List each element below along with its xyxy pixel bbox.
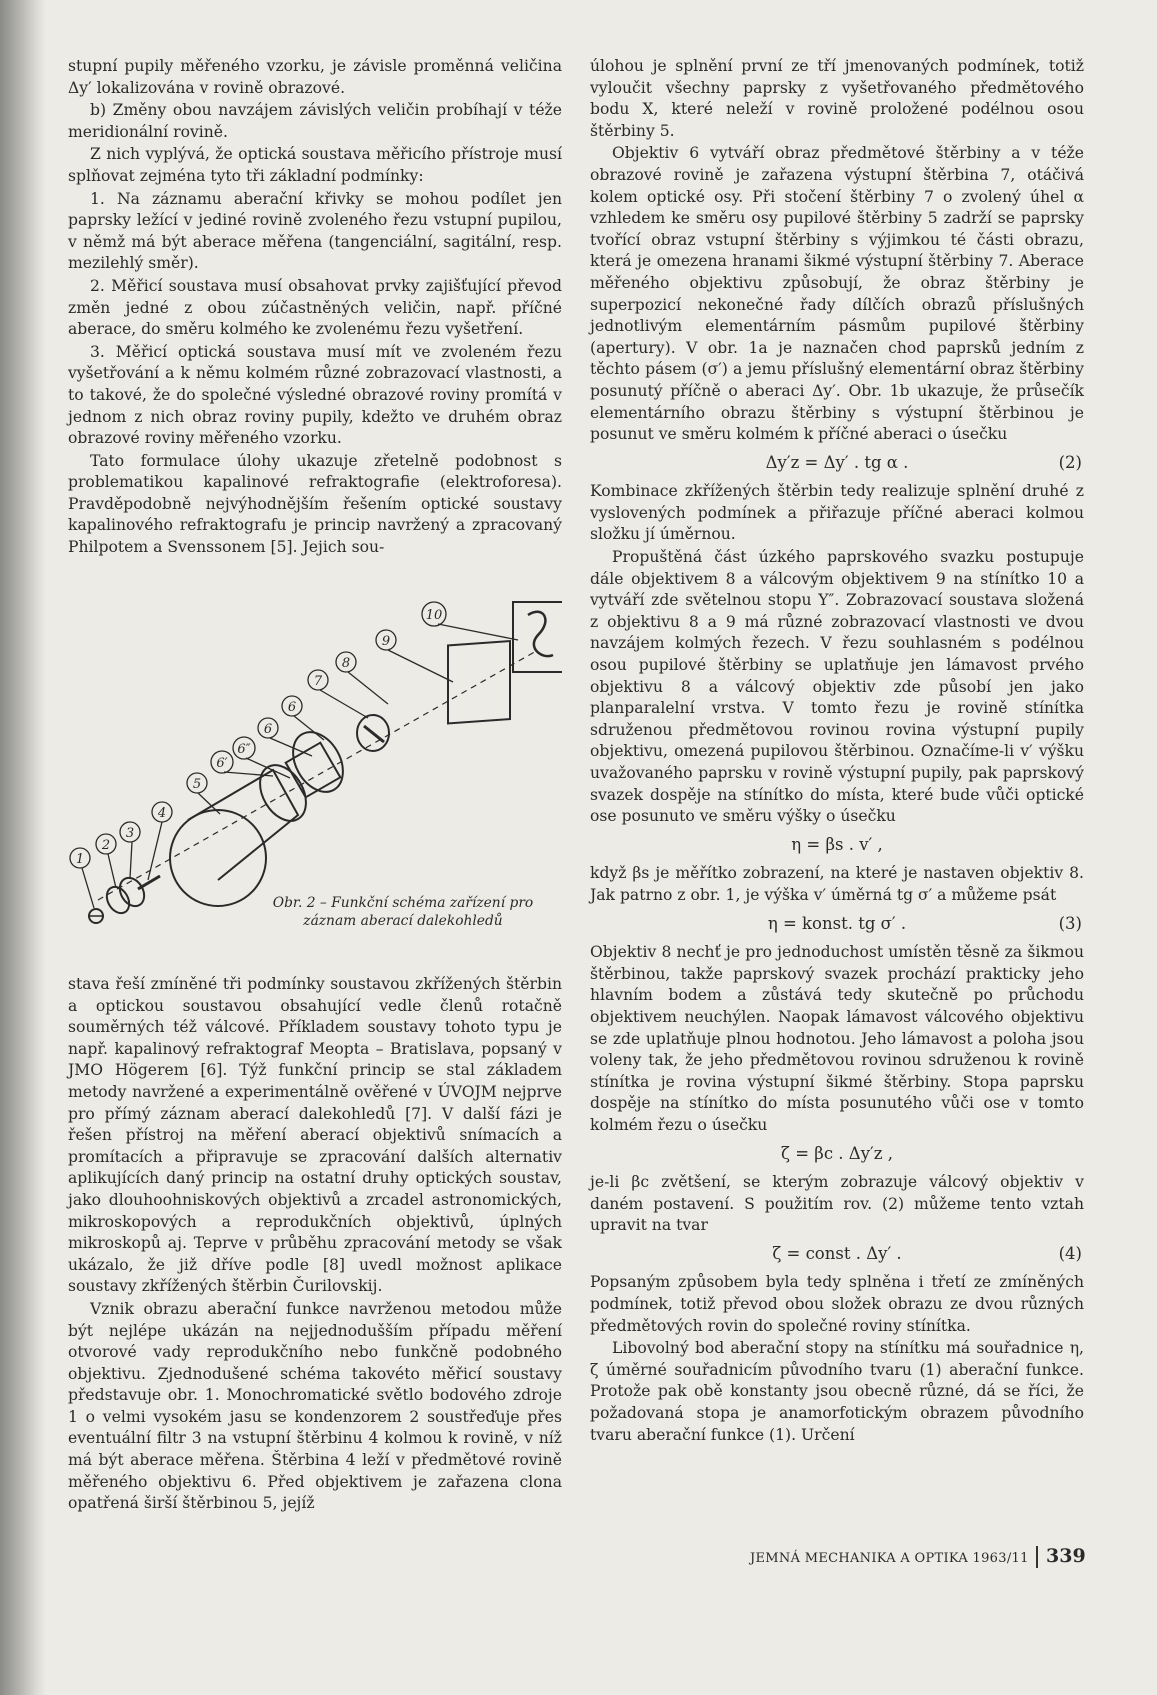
figure-label: 9 bbox=[381, 634, 391, 649]
paragraph: je-li βc zvětšení, se kterým zobrazuje válcový objektiv v daném postavení. S použitím rov. (2) můžeme tento vztah upravit na tvar bbox=[590, 1173, 1084, 1235]
page-number: 339 bbox=[1046, 1545, 1086, 1567]
figure-caption: Obr. 2 – Funkční schéma zařízení pro záznam aberací dalekohledů bbox=[272, 895, 534, 929]
equation-body: ζ = const . Δy′ . bbox=[772, 1243, 902, 1263]
figure-2-diagram bbox=[68, 600, 562, 950]
figure-label: 6 bbox=[263, 722, 273, 737]
paragraph: b) Změny obou navzájem závislých veličin probíhají v téže meridionální rovině. bbox=[68, 101, 562, 141]
paragraph: Objektiv 8 nechť je pro jednoduchost umístěn těsně za šikmou štěrbinou, takže paprskový svazek prochází prakticky jeho hlavním bodem a zůstává tedy skutečně po průchodu objektivem neuchýlen. Naopak lámavost válcového objektivu se zde uplatňuje plnou hodnotou. Jeho lámavost a poloha jsou voleny tak, že jeho předmětovou rovinou sdruženou k rovině stínítka je rovina výstupní šikmé štěrbiny. Stopa paprsku dospěje na stínítko do místa posunutého vůči ose v tomto kolmém řezu o úsečku bbox=[590, 943, 1084, 1134]
running-footer: JEMNÁ MECHANIKA A OPTIKA 1963/11 bbox=[750, 1551, 1029, 1566]
equation-eta bbox=[590, 834, 1084, 856]
paragraph: 2. Měřicí soustava musí obsahovat prvky zajišťující převod změn jedné z obou zúčastněných veličin, např. příčné aberace, do směru kolmého ke zvolenému řezu vyšetření. bbox=[68, 276, 562, 339]
optical-schematic bbox=[68, 600, 562, 930]
figure-label: 6′ bbox=[216, 756, 228, 771]
left-column-lower bbox=[68, 974, 562, 1516]
paragraph: Kombinace zkřížených štěrbin tedy realizuje splnění druhé z vyslovených podmínek a přiřazuje příčné aberaci kolmou složku jí úměrnou. bbox=[590, 482, 1084, 544]
objective-6-front bbox=[251, 757, 316, 829]
figure-label: 1 bbox=[75, 852, 85, 867]
paragraph: úlohou je splnění první ze tří jmenovaných podmínek, totiž vyloučit všechny paprsky z vyšetřovaného předmětového bodu X, které neleží v rovině proložené podélnou osou štěrbiny 5. bbox=[590, 57, 1084, 140]
equation-number: (3) bbox=[1058, 913, 1082, 933]
figure-label: 2 bbox=[101, 838, 111, 853]
footer-divider bbox=[1036, 1546, 1038, 1568]
equation-body: η = konst. tg σ′ . bbox=[767, 913, 907, 933]
equation-body: η = βs . v′ , bbox=[791, 834, 883, 854]
paragraph: stava řeší zmíněné tři podmínky soustavou zkřížených štěrbin a optickou soustavou obsahující vedle členů rotačně souměrných též válcové. Příkladem soustavy tohoto typu je např. kapalinový refraktograf Meopta – Bratislava, popsaný v JMO Högerem [6]. Týž funkční princip se stal základem metody navržené a experimentálně ověřené v ÚVOJM nejprve pro přímý záznam aberací dalekohledů [7]. V další fázi je řešen přístroj na měření aberací objektivů snímacích a promítacích a připravuje se zpracování dalších alternativ aplikujících daný princip na ostatní druhy optických soustav, jako dlouhoohniskových objektivů a zrcadel astronomických, mikroskopových a reprodukčních objektivů, úplných mikroskopů aj. Teprve v průběhu zpracování metody se však ukázalo, že již dříve podle [8] uvedl možnost aplikace soustavy zkřížených štěrbin Čurilovskij. bbox=[68, 975, 562, 1296]
equation-number: (2) bbox=[1058, 452, 1082, 472]
figure-label: 6 bbox=[287, 700, 297, 715]
paragraph: Libovolný bod aberační stopy na stínítku má souřadnice η, ζ úměrné souřadnicím původního tvaru (1) aberační funkce. Protože pak obě konstanty jsou obecně různé, dá se říci, že požadovaná stopa je anamorfotickým obrazem původního tvaru aberační funkce (1). Určení bbox=[590, 1339, 1084, 1444]
equation-body: Δy′z = Δy′ . tg α . bbox=[765, 452, 909, 472]
figure-label: 8 bbox=[341, 656, 351, 671]
left-column bbox=[68, 56, 562, 560]
equation-number: (4) bbox=[1058, 1243, 1082, 1263]
equation-2 bbox=[590, 452, 1084, 474]
paragraph: Propuštěná část úzkého paprskového svazku postupuje dále objektivem 8 a válcovým objektivem 9 na stínítko 10 a vytváří zde světelnou stopu Y″. Zobrazovací soustava složená z objektivu 8 a 9 má různé zobrazovací vlastnosti ve dvou navzájem kolmých řezech. V řezu souhlasném s podélnou osou pupilové štěrbiny se uplatňuje jen lámavost prvého objektivu 8 a válcový objektiv zde působí jen jako planparalelní vrstva. V tomto řezu je rovině stínítka sdruženou předmětovou rovinou rovina výstupní pupily objektivu, omezená pupilovou štěrbinou. Označíme-li v′ výšku uvažovaného paprsku v rovině výstupní pupily, pak paprskový svazek dospěje na stínítko do místa, které bude vůči optické ose posunuto ve směru výšky o úsečku bbox=[590, 548, 1084, 826]
equation-3 bbox=[590, 913, 1084, 935]
equation-body: ζ = βc . Δy′z , bbox=[781, 1143, 893, 1163]
figure-label: 5 bbox=[192, 777, 202, 792]
right-column bbox=[590, 56, 1084, 1447]
aberration-trace bbox=[528, 612, 553, 656]
cylinder-lens-9 bbox=[448, 641, 510, 723]
figure-label: 3 bbox=[125, 826, 135, 841]
equation-zeta bbox=[590, 1143, 1084, 1165]
paragraph: když βs je měřítko zobrazení, na které je nastaven objektiv 8. Jak patrno z obr. 1, je výška v′ úměrná tg σ′ a můžeme psát bbox=[590, 864, 1084, 904]
condenser-2 bbox=[102, 883, 133, 917]
filter-3 bbox=[115, 874, 149, 911]
objective-6 bbox=[170, 810, 266, 906]
figure-label: 4 bbox=[157, 806, 167, 821]
paragraph: Z nich vyplývá, že optická soustava měřicího přístroje musí splňovat zejména tyto tři základní podmínky: bbox=[68, 145, 562, 185]
figure-label: 7 bbox=[313, 674, 323, 689]
equation-4 bbox=[590, 1243, 1084, 1265]
paragraph: Vznik obrazu aberační funkce navrženou metodou může být nejlépe ukázán na nejjednodušším případu měření otvorové vady reprodukčního nebo funkčně podobného objektivu. Zjednodušené schéma takovéto měřicí soustavy představuje obr. 1. Monochromatické světlo bodového zdroje 1 o velmi vysokém jasu se kondenzorem 2 soustřeďuje přes eventuální filtr 3 na vstupní štěrbinu 4 kolmou k rovině, v níž má být aberace měřena. Štěrbina 4 leží v předmětové rovině měřeného objektivu 6. Před objektivem je zařazena clona opatřená širší štěrbinou 5, jejíž bbox=[68, 1299, 562, 1513]
figure-label: 10 bbox=[425, 608, 443, 623]
paragraph: Popsaným způsobem byla tedy splněna i třetí ze zmíněných podmínek, totiž převod obou složek obrazu ze dvou různých předmětových rovin do společné roviny stínítka. bbox=[590, 1273, 1084, 1335]
figure-label: 6″ bbox=[237, 742, 251, 757]
paragraph: Objektiv 6 vytváří obraz předmětové štěrbiny a v téže obrazové rovině je zařazena výstupní štěrbina 7, otáčivá kolem optické osy. Při stočení štěrbiny 7 o zvolený úhel α vzhledem ke směru osy pupilové štěrbiny 5 zadrží se paprsky tvořící obraz vstupní štěrbiny s výjimkou té části obrazu, která je omezena hranami šikmé výstupní štěrbiny 7. Aberace měřeného objektivu způsobují, že obraz štěrbiny je superpozicí nekonečné řady dílčích obrazů příslušných jednotlivým elementárním pásmům pupilové štěrbiny (apertury). V obr. 1a je naznačen chod paprsků jedním z těchto pásem (σ′) a jemu příslušný elementární obraz štěrbiny posunutý příčně o aberaci Δy′. Obr. 1b ukazuje, že průsečík elementárního obrazu štěrbiny s výstupní štěrbinou je posunut ve směru kolmém k příčné aberaci o úsečku bbox=[590, 144, 1084, 444]
paragraph: Tato formulace úlohy ukazuje zřetelně podobnost s problematikou kapalinové refraktografie (elektroforesa). Pravděpodobně nejvýhodnějším řešením optické soustavy kapalinového refraktografu je princip navržený a zpracovaný Philpotem a Svenssonem [5]. Jejich sou- bbox=[68, 451, 562, 557]
paragraph: 1. Na záznamu aberační křivky se mohou podílet jen paprsky ležící v jediné rovině zvoleného řezu vstupní pupilou, v němž má být aberace měřena (tangenciální, sagitální, resp. mezilehlý směr). bbox=[68, 189, 562, 273]
book-binding-shadow bbox=[0, 0, 46, 1695]
paragraph: 3. Měřicí optická soustava musí mít ve zvoleném řezu vyšetřování a k němu kolmém různé zobrazovací vlastnosti, a to takové, že do společné výsledné obrazové roviny promítá v jednom z nich obraz roviny pupily, kdežto ve druhém obraz obrazové roviny měřeného vzorku. bbox=[68, 342, 562, 448]
paragraph: stupní pupily měřeného vzorku, je závisle proměnná veličina Δy′ lokalizována v rovině obrazové. bbox=[68, 57, 562, 97]
